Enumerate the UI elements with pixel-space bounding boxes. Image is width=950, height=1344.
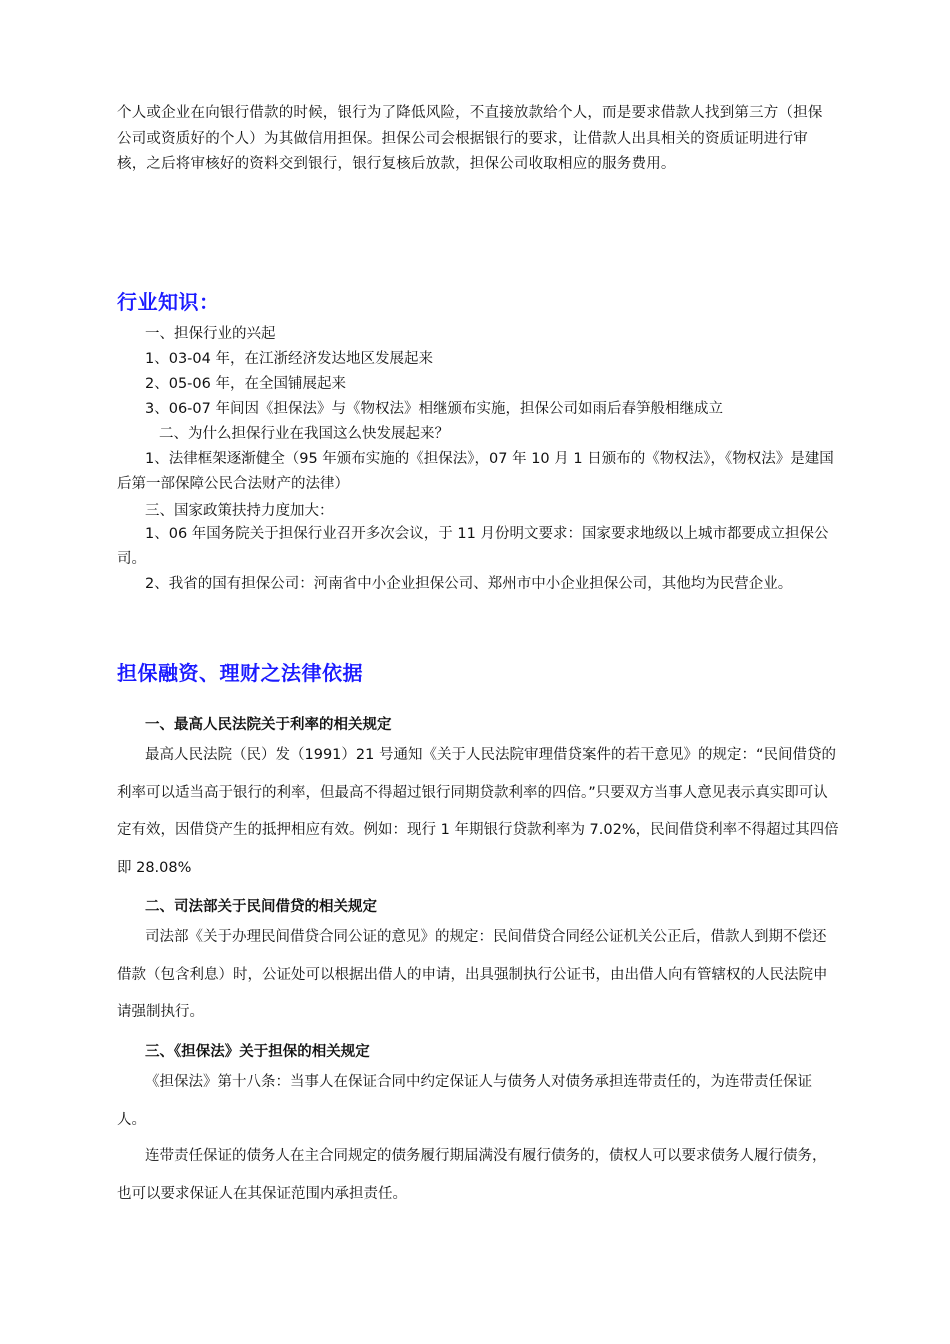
subheading-supreme-court: 一、最高人民法院关于利率的相关规定 bbox=[145, 717, 392, 733]
paragraph-justice-ministry: 司法部《关于办理民间借贷合同公证的意见》的规定：民间借贷合同经公证机关公正后，借款人到期不偿还借款（包含利息）时，公证处可以根据出借人的申请，出具强制执行公证书，由出借人向有管辖权的人民法院申请强制执行。 bbox=[117, 929, 828, 1020]
paragraph-provincial: 2、我省的国有担保公司：河南省中小企业担保公司、郑州市中小企业担保公司，其他均为民营企业。 bbox=[145, 576, 793, 592]
list-line-4: 3、06-07 年间因《担保法》与《物权法》相继颁布实施，担保公司如雨后春笋般相继成立 bbox=[145, 401, 723, 417]
paragraph-article-18: 《担保法》第十八条：当事人在保证合同中约定保证人与债务人对债务承担连带责任的，为连带责任保证人。 bbox=[117, 1074, 812, 1128]
section-heading-industry-knowledge: 行业知识： bbox=[117, 290, 220, 314]
paragraph-state-council: 1、06 年国务院关于担保行业召开多次会议，于 11 月份明文要求：国家要求地级以上城市都要成立担保公司。 bbox=[117, 526, 829, 567]
subheading-guarantee-law: 三、《担保法》关于担保的相关规定 bbox=[145, 1044, 370, 1060]
list-line-1: 一、担保行业的兴起 bbox=[145, 326, 276, 342]
section-heading-legal-basis: 担保融资、理财之法律依据 bbox=[117, 661, 363, 685]
paragraph-supreme-court: 最高人民法院（民）发（1991）21 号通知《关于人民法院审理借贷案件的若干意见》的规定：“民间借贷的利率可以适当高于银行的利率，但最高不得超过银行同期贷款利率的四倍。”只要双方当事人意见表示真实即可认定有效，因借贷产生的抵押相应有效。例如：现行 1 年期银行贷款利率为 7.02%，民间借贷利率不得超过其四倍即 28.08% bbox=[117, 747, 839, 876]
list-line-policy: 三、国家政策扶持力度加大： bbox=[145, 503, 334, 519]
list-line-3: 2、05-06 年，在全国铺展起来 bbox=[145, 376, 346, 392]
list-line-2: 1、03-04 年，在江浙经济发达地区发展起来 bbox=[145, 351, 433, 367]
paragraph-joint-liability: 连带责任保证的债务人在主合同规定的债务履行期届满没有履行债务的，债权人可以要求债务人履行债务，也可以要求保证人在其保证范围内承担责任。 bbox=[117, 1148, 827, 1202]
subheading-justice-ministry: 二、司法部关于民间借贷的相关规定 bbox=[145, 899, 377, 915]
intro-paragraph: 个人或企业在向银行借款的时候，银行为了降低风险，不直接放款给个人，而是要求借款人找到第三方（担保公司或资质好的个人）为其做信用担保。担保公司会根据银行的要求，让借款人出具相关的资质证明进行审核，之后将审核好的资料交到银行，银行复核后放款，担保公司收取相应的服务费用。 bbox=[117, 105, 823, 172]
paragraph-legal-framework: 1、法律框架逐渐健全（95 年颁布实施的《担保法》，07 年 10 月 1 日颁布的《物权法》，《物权法》是建国后第一部保障公民合法财产的法律） bbox=[117, 451, 834, 492]
list-line-5: 二、为什么担保行业在我国这么快发展起来？ bbox=[159, 426, 449, 442]
